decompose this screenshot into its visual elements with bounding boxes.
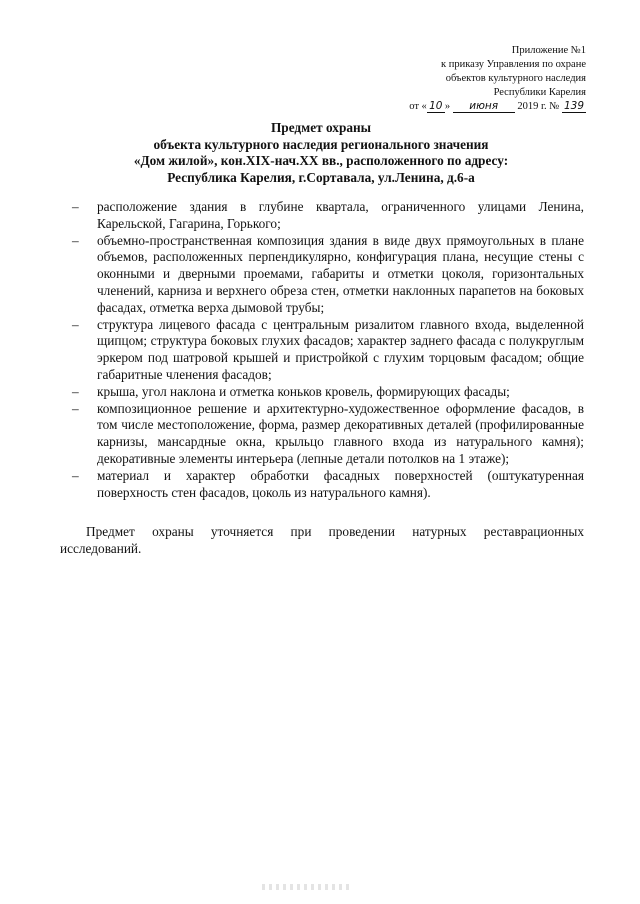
date-mid: » [444, 101, 451, 112]
list-item [68, 317, 584, 384]
list-item-text: материал и характер обработки фасадных поверхностей (оштукатуренная поверхность стен фасадов, цоколь из натурального камня). [97, 467, 584, 500]
list-item [68, 384, 584, 401]
appendix-line-2: к приказу Управления по охране [441, 59, 586, 70]
appendix-date-line [409, 100, 586, 114]
title-line-4: Республика Карелия, г.Сортавала, ул.Ленина, д.6-а [167, 169, 475, 185]
date-day-handwritten: 10 [427, 100, 445, 113]
date-prefix: от « [409, 101, 427, 112]
appendix-line-1: Приложение №1 [511, 45, 586, 56]
list-item-text: крыша, угол наклона и отметка коньков кровель, формирующих фасады; [97, 383, 510, 399]
title-line-2: объекта культурного наследия регионального значения [153, 136, 489, 152]
dash-marker: – [72, 316, 79, 332]
faint-scan-artifact [262, 884, 350, 890]
appendix-line-3: объектов культурного наследия [445, 73, 586, 84]
list-item [68, 468, 584, 502]
list-item-text: расположение здания в глубине квартала, ограниченного улицами Ленина, Карельской, Гагарина, Горького; [97, 199, 584, 231]
list-item [68, 401, 584, 468]
list-item-text: объемно-пространственная композиция здания в виде двух прямоугольных в плане объемов, расположенных перпендикулярно, конфигурация плана, несущие стены с оконными и дверными проемами, габариты и отметки цоколя, горизонтальных членений, карниза и верхнего обреза стен, отметки наклонных парапетов на боковых фасадах, отметка верха дымовой трубы; [97, 232, 584, 315]
document-title [60, 120, 582, 186]
appendix-line-4: Республики Карелия [493, 87, 586, 98]
list-item [68, 233, 584, 317]
list-item-text: композиционное решение и архитектурно-художественное оформление фасадов, в том числе местоположение, форма, размер декоративных деталей (профилированные карнизы, мансардные окна, крыльцо главного входа из натурального камня); декоративные элементы интерьера (лепные детали потолков на 1 этаже); [97, 400, 584, 466]
list-item-text: структура лицевого фасада с центральным ризалитом главного входа, выделенной щипцом; структура боковых глухих фасадов; характер заднего фасада с полукруглым эркером под шатровой крышей и пристройкой с глухим торцовым фасадом; общие габаритные членения фасадов; [97, 316, 584, 382]
dash-marker: – [72, 383, 79, 399]
order-number-handwritten: 139 [563, 100, 584, 112]
date-year: 2019 г. № [517, 101, 560, 112]
appendix-header [409, 44, 586, 114]
closing-paragraph: Предмет охраны уточняется при проведении натурных реставрационных исследований. [60, 524, 584, 556]
dash-marker: – [72, 232, 79, 248]
title-line-3: «Дом жилой», кон.XIX-нач.XX вв., расположенного по адресу: [133, 153, 509, 168]
dash-marker: – [72, 400, 79, 416]
dash-marker: – [72, 199, 79, 214]
dash-marker: – [72, 467, 79, 483]
date-month-handwritten: июня [453, 100, 515, 113]
protection-items-list [68, 199, 584, 501]
title-line-1: Предмет охраны [270, 120, 372, 135]
list-item [68, 199, 584, 233]
